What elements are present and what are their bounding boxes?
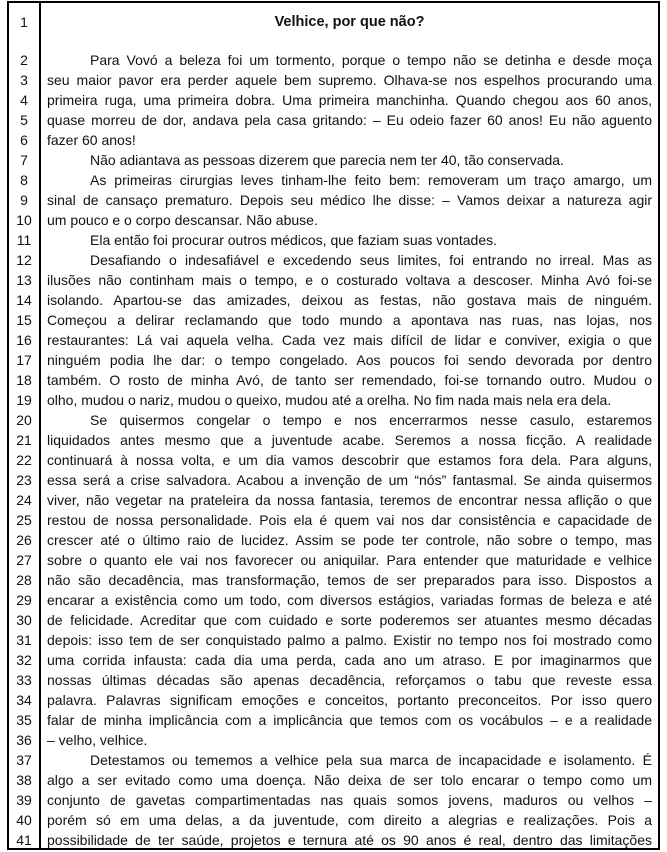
text-line: possibilidade de ter saúde, projetos e ternura até os 90 anos é real, dentro das limitações [47, 832, 652, 848]
text-line: falar de minha implicância com a implicância que temos com os vocábulos – e a realidade [47, 712, 652, 728]
line-number: 29 [16, 592, 32, 608]
text-line: continuará à nossa volta, e um dia vamos descobrir que estamos fora dela. Para alguns, [47, 452, 652, 468]
line-number: 30 [16, 612, 32, 628]
text-line: seu maior pavor era perder aquele bem supremo. Olhava-se nos espelhos procurando uma [47, 72, 652, 88]
text-line: não são decadência, mas transformação, temos de ser preparados para isso. Dispostos a [47, 572, 652, 588]
text-line: Ela então foi procurar outros médicos, que faziam suas vontades. [90, 232, 497, 248]
line-number: 1 [20, 14, 28, 30]
line-number: 10 [16, 212, 32, 228]
line-number: 32 [16, 652, 32, 668]
line-number: 34 [16, 692, 32, 708]
line-number-spacer [9, 32, 39, 50]
line-number: 24 [16, 492, 32, 508]
text-line: Para Vovó a beleza foi um tormento, porque o tempo não se detinha e desde moça [90, 52, 652, 68]
text-line: algo a ser evitado como uma doença. Não deixa de ser tolo encarar o tempo como um [47, 772, 652, 788]
line-number: 38 [16, 772, 32, 788]
line-number: 13 [16, 272, 32, 288]
text-line: porém só em uma delas, a da juventude, com direito a alegrias e realizações. Pois a [47, 812, 652, 828]
line-number: 20 [16, 412, 32, 428]
line-number: 22 [16, 452, 32, 468]
text-line: crescer até o último raio de lucidez. Assim se pode ter controle, não sobre o tempo, mas [47, 532, 652, 548]
line-number: 37 [16, 752, 32, 768]
text-line: primeira ruga, uma primeira dobra. Uma primeira manchinha. Quando chegou aos 60 anos, [47, 92, 652, 108]
text-line: uma corrida infausta: cada dia uma perda, cada ano um atraso. E por imaginarmos que [47, 652, 652, 668]
line-number: 16 [16, 332, 32, 348]
text-line: viver, não vegetar na prateleira da nossa fantasia, teremos de encontrar nessa aflição o que [47, 492, 652, 508]
line-number: 26 [16, 532, 32, 548]
line-number: 23 [16, 472, 32, 488]
line-number: 19 [16, 392, 32, 408]
line-number: 2 [20, 52, 28, 68]
text-line: Não adiantava as pessoas dizerem que parecia nem ter 40, tão conservada. [90, 152, 564, 168]
text-line: Desafiando o indesafiável e excedendo seus limites, foi entrando no irreal. Mas as [90, 252, 652, 268]
text-line: olho, mudou o nariz, mudou o queixo, mudou até a orelha. No fim nada mais nela era dela. [47, 392, 612, 408]
line-number: 11 [16, 232, 32, 248]
text-line: isolando. Apartou-se das amizades, deixou as festas, não gostava mais de ninguém. [47, 292, 652, 308]
line-number: 8 [20, 172, 28, 188]
line-number: 21 [16, 432, 32, 448]
text-line: sobre o quanto ele vai nos favorecer ou aniquilar. Para entender que maturidade e velhice [47, 552, 652, 568]
text-line: restaurantes: Lá vai aquela velha. Cada vez mais difícil de lidar e conviver, exigia o que [47, 332, 652, 348]
text-line: Detestamos ou tememos a velhice pela sua marca de incapacidade e isolamento. É [90, 752, 652, 768]
text-line: quase morreu de dor, andava pela casa gritando: – Eu odeio fazer 60 anos! Eu não aguento [47, 112, 652, 128]
text-line: essa será a crise salvadora. Acabou a invenção de um “nós” fantasmal. Se ainda quisermos [47, 472, 652, 488]
text-line: As primeiras cirurgias leves tinham-lhe feito bem: removeram um traço amargo, um [90, 172, 652, 188]
text-line: Se quisermos congelar o tempo e nos encerrarmos nesse casulo, estaremos [90, 412, 652, 428]
line-number: 31 [16, 632, 32, 648]
text-line: fazer 60 anos! [47, 132, 136, 148]
line-number: 41 [16, 832, 32, 848]
text-line: depois: isso tem de ser conquistado palmo a palmo. Existir no tempo nos foi mostrado como [47, 632, 652, 648]
line-number: 17 [16, 352, 32, 368]
text-line: um pouco e o corpo descansar. Não abuse. [47, 212, 318, 228]
line-number: 25 [16, 512, 32, 528]
text-line: conjunto de gavetas compartimentadas nas quais somos jovens, maduros ou velhos – [47, 792, 652, 808]
text-line: ilusões não continham mais o tempo, e o costurado voltava a descoser. Minha Avó foi-se [47, 272, 652, 288]
line-number-column [9, 3, 41, 848]
line-number: 5 [20, 112, 28, 128]
line-number: 36 [16, 732, 32, 748]
line-number: 6 [20, 132, 28, 148]
line-number: 27 [16, 552, 32, 568]
line-number: 40 [16, 812, 32, 828]
text-line: restou de nossa personalidade. Pois ela é quem vai nos dar consistência e capacidade de [47, 512, 652, 528]
line-number: 7 [20, 152, 28, 168]
text-column [41, 3, 658, 848]
text-line: de felicidade. Acreditar que com cuidado e sorte poderemos ser atuantes mesmo décadas [47, 612, 652, 628]
line-number: 35 [16, 712, 32, 728]
text-line: ninguém podia lhe dar: o tempo congelado. Aos poucos foi sendo devorada por dentro [47, 352, 652, 368]
text-line: também. O rosto de minha Avó, de tanto ser remendado, foi-se tornando outro. Mudou o [47, 372, 652, 388]
line-number: 15 [16, 312, 32, 328]
document-title: Velhice, por que não? [274, 14, 425, 30]
text-line: – velho, velhice. [47, 732, 148, 748]
line-number: 39 [16, 792, 32, 808]
text-line: palavra. Palavras significam emoções e conceitos, portanto preconceitos. Por isso quero [47, 692, 652, 708]
line-number: 18 [16, 372, 32, 388]
title-spacer [47, 32, 652, 50]
text-line: Começou a delirar reclamando que todo mundo a apontava nas ruas, nas lojas, nos [47, 312, 652, 328]
line-number: 12 [16, 252, 32, 268]
line-number: 33 [16, 672, 32, 688]
document-frame [7, 1, 660, 850]
text-line: liquidados antes mesmo que a juventude acabe. Seremos a nossa ficção. A realidade [47, 432, 652, 448]
line-number: 3 [20, 72, 28, 88]
text-line: encarar a existência como um todo, com diversos estágios, variadas formas de beleza e até [47, 592, 652, 608]
line-number: 14 [16, 292, 32, 308]
line-number: 9 [20, 192, 28, 208]
line-number: 4 [20, 92, 28, 108]
line-number: 28 [16, 572, 32, 588]
text-line: nossas últimas décadas são apenas decadência, reforçamos o tabu que reveste essa [47, 672, 652, 688]
text-line: sinal de cansaço prematuro. Depois seu médico lhe disse: – Vamos deixar a natureza agir [47, 192, 652, 208]
